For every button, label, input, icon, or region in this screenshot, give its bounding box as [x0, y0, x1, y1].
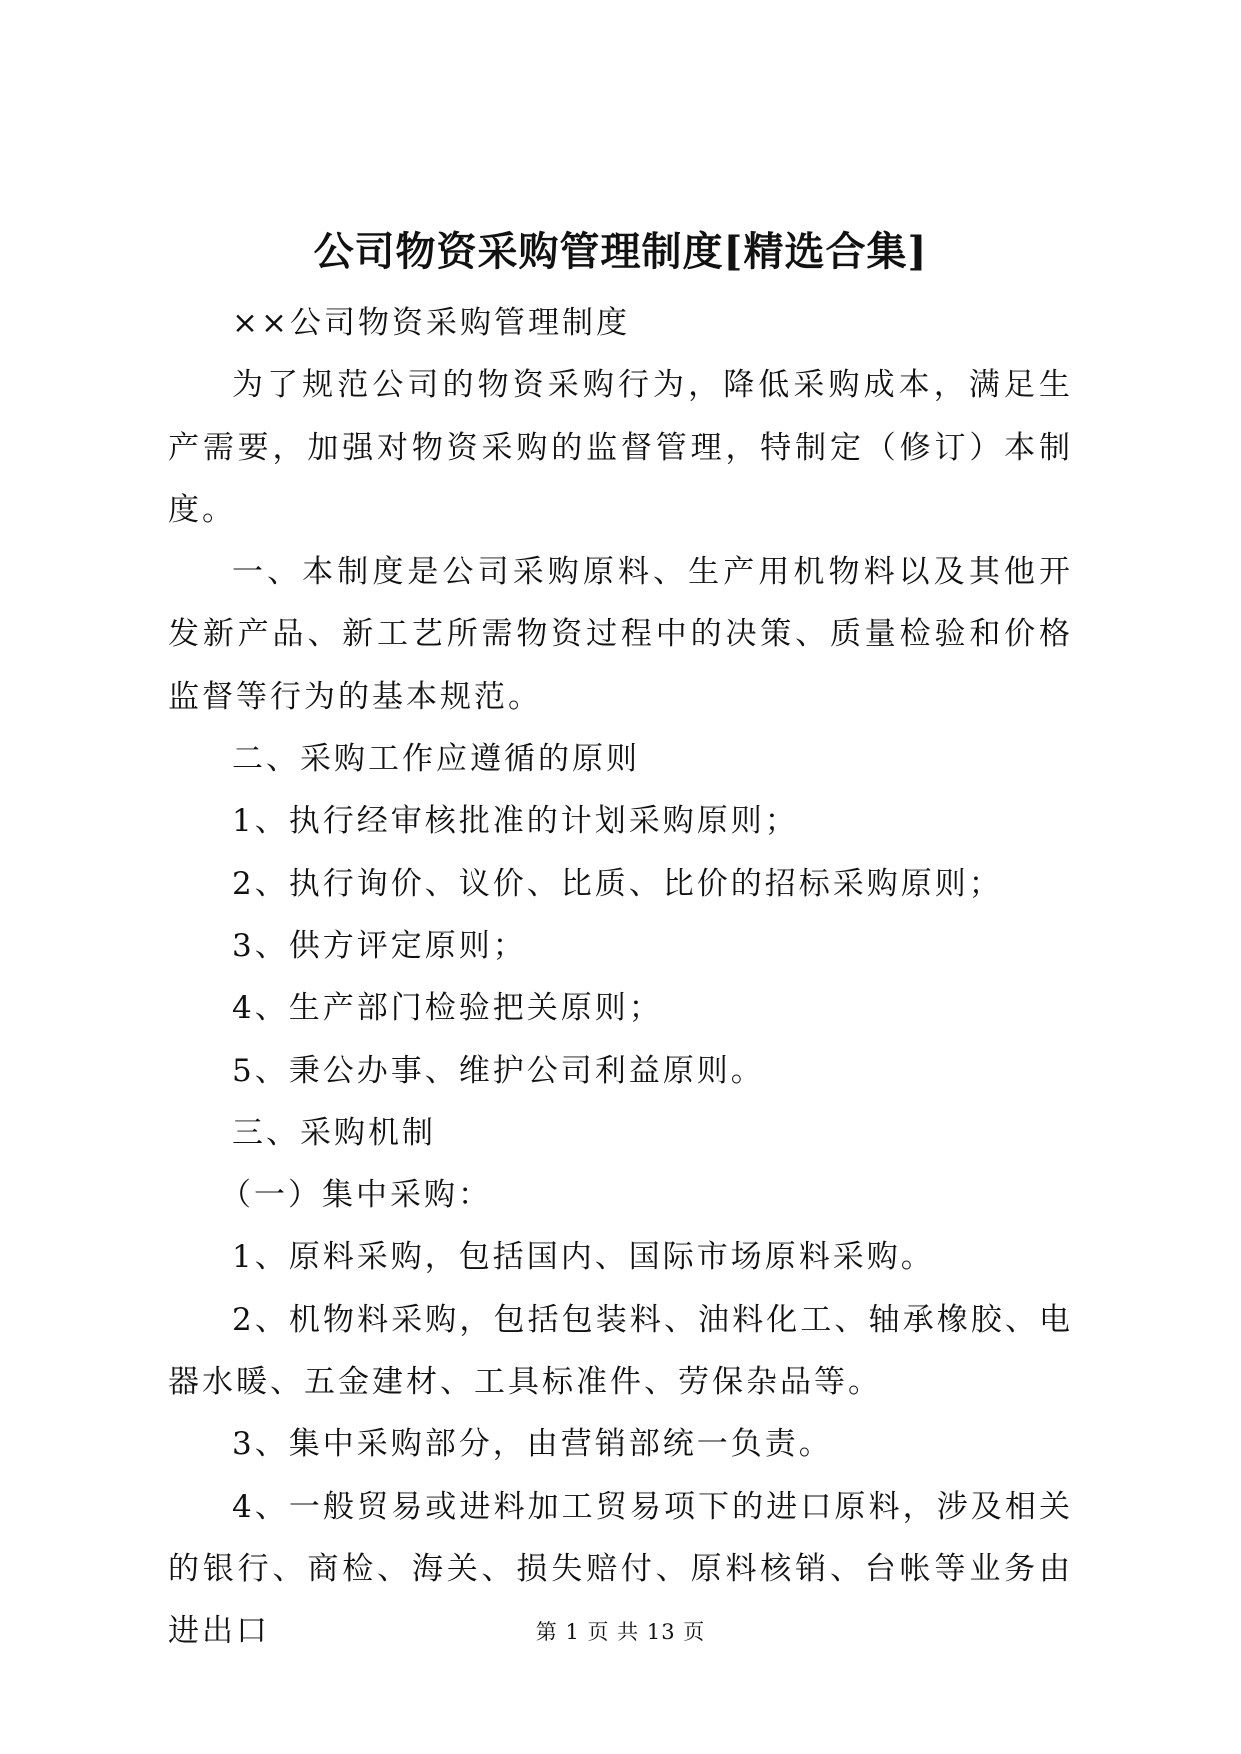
paragraph-subtitle: ××公司物资采购管理制度 — [232, 305, 630, 341]
paragraph: 一、本制度是公司采购原料、生产用机物料以及其他开发新产品、新工艺所需物资过程中的决策、质量检验和价格监督等行为的基本规范。 — [168, 554, 1073, 715]
document-body — [168, 292, 1073, 1663]
document-title: 公司物资采购管理制度[精选合集] — [313, 228, 928, 275]
section-heading: 二、采购工作应遵循的原则 — [232, 741, 640, 778]
list-item: 3、供方评定原则； — [232, 927, 527, 964]
list-item: 5、秉公办事、维护公司利益原则。 — [232, 1052, 765, 1089]
list-item: 3、集中采购部分，由营销部统一负责。 — [232, 1426, 833, 1463]
list-item: 1、执行经审核批准的计划采购原则； — [232, 803, 799, 840]
paragraph: 为了规范公司的物资采购行为，降低采购成本，满足生产需要，加强对物资采购的监督管理，特制定（修订）本制度。 — [168, 367, 1073, 528]
section-heading: 三、采购机制 — [232, 1114, 436, 1151]
list-item: 2、机物料采购，包括包装料、油料化工、轴承橡胶、电器水暖、五金建材、工具标准件、劳保杂品等。 — [168, 1301, 1073, 1401]
list-item: 4、一般贸易或进料加工贸易项下的进口原料，涉及相关的银行、商检、海关、损失赔付、原料核销、台帐等业务由进出口 — [168, 1488, 1073, 1650]
subsection-heading: （一）集中采购： — [220, 1177, 492, 1214]
list-item: 1、原料采购，包括国内、国际市场原料采购。 — [232, 1239, 935, 1276]
page-footer: 第 1 页 共 13 页 — [535, 1620, 706, 1644]
list-item: 4、生产部门检验把关原则； — [232, 990, 663, 1027]
list-item: 2、执行询价、议价、比质、比价的招标采购原则； — [232, 865, 1003, 902]
